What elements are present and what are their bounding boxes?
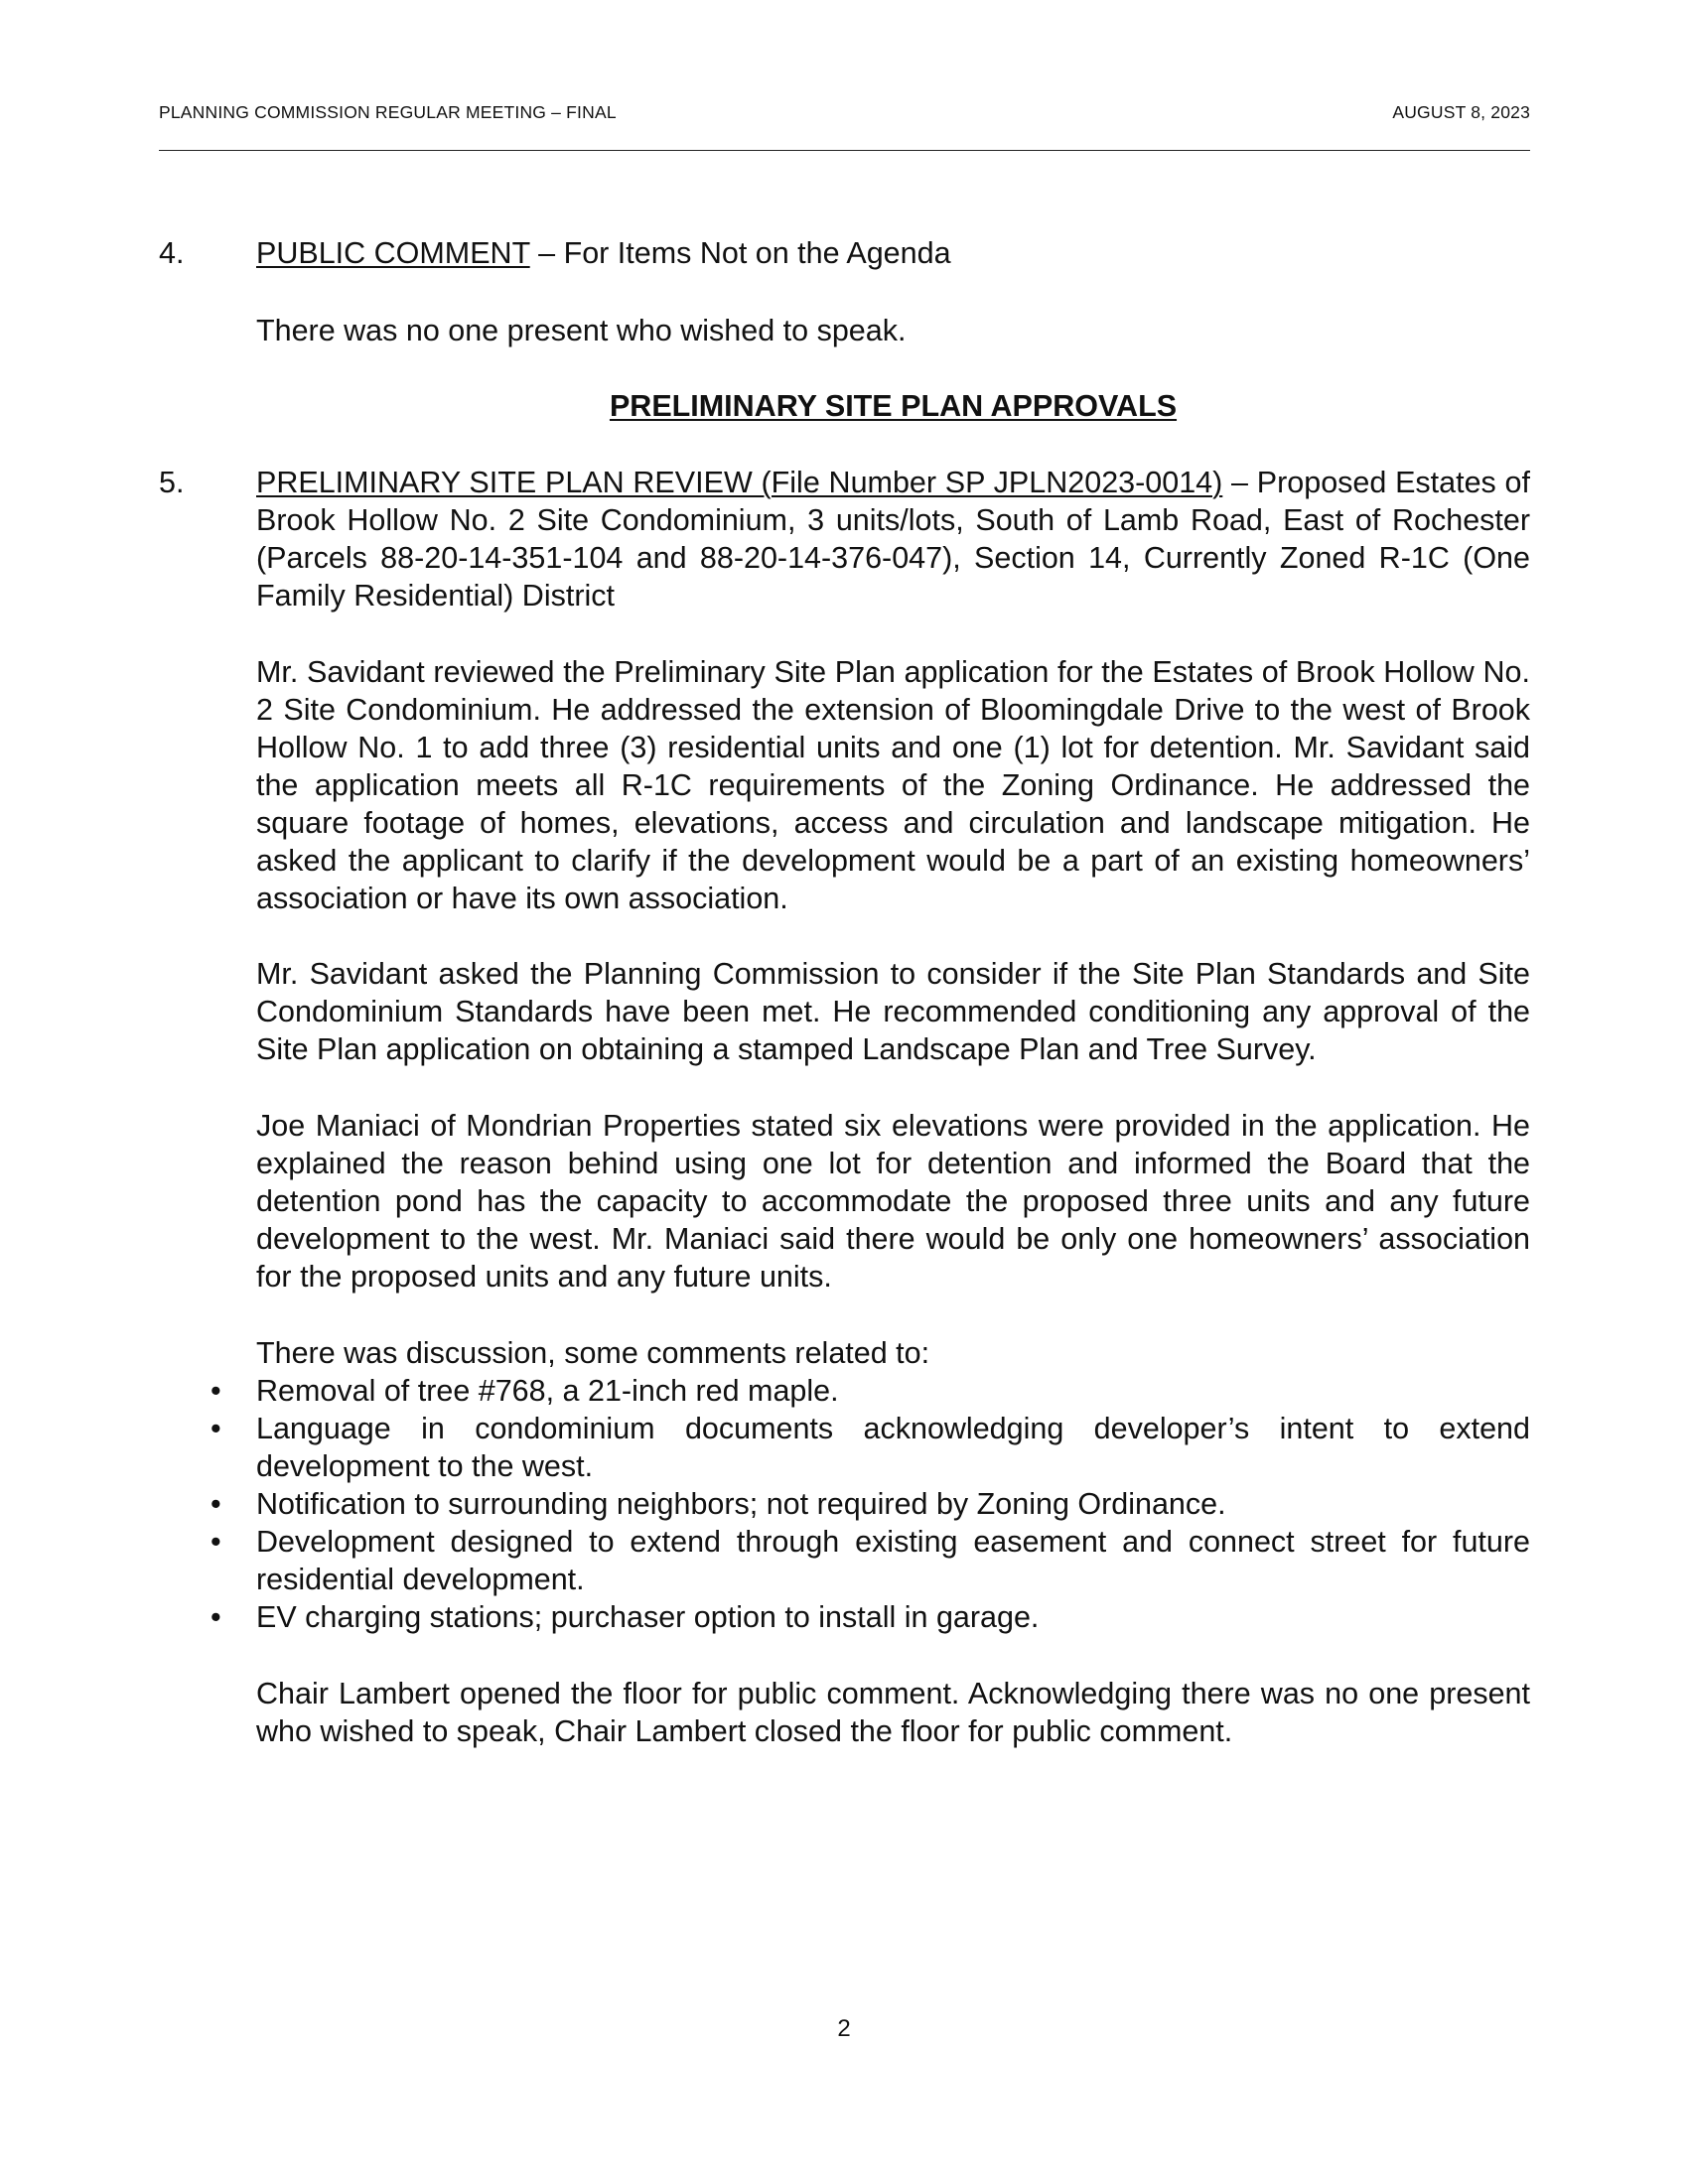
list-item <box>207 1523 1530 1598</box>
page-header <box>159 102 1530 123</box>
bullet-icon: • <box>211 1412 221 1445</box>
header-date: AUGUST 8, 2023 <box>1392 102 1530 122</box>
list-item-text: EV charging stations; purchaser option to install in garage. <box>256 1600 1040 1634</box>
list-item <box>207 1410 1530 1485</box>
item-4-heading <box>256 234 1530 272</box>
item-4-title-suffix: – For Items Not on the Agenda <box>529 236 951 270</box>
item-4-text: There was no one present who wished to speak. <box>256 314 907 347</box>
item-4-title: PUBLIC COMMENT <box>256 236 530 270</box>
item-5-number: 5. <box>159 466 185 499</box>
discussion-list <box>207 1372 1530 1636</box>
item-5-paragraph-4: Chair Lambert opened the floor for public comment. Acknowledging there was no one present who wished to speak, Chair Lambert closed the floor for public comment. <box>256 1677 1530 1748</box>
item-5-paragraph-1: Mr. Savidant reviewed the Preliminary Site Plan application for the Estates of Brook Hollow No. 2 Site Condominium. He addressed the extension of Bloomingdale Drive to the west of Brook Hollow No. 1 to add three (3) residential units and one (1) lot for detention. Mr. Savidant said the application meets all R-1C requirements of the Zoning Ordinance. He addressed the square footage of homes, elevations, access and circulation and landscape mitigation. He asked the applicant to clarify if the development would be a part of an existing homeowners’ association or have its own association. <box>256 655 1530 915</box>
bullet-icon: • <box>211 1525 221 1559</box>
list-item-text: Development designed to extend through existing easement and connect street for future residential development. <box>256 1525 1530 1596</box>
bullet-icon: • <box>211 1374 221 1408</box>
list-item <box>207 1598 1530 1636</box>
section-heading-text: PRELIMINARY SITE PLAN APPROVALS <box>609 389 1178 423</box>
section-heading <box>256 387 1530 425</box>
list-item <box>207 1485 1530 1523</box>
item-5-paragraph-2: Mr. Savidant asked the Planning Commission to consider if the Site Plan Standards and Site Condominium Standards have been met. He recommended conditioning any approval of the Site Plan application on obtaining a stamped Landscape Plan and Tree Survey. <box>256 957 1530 1066</box>
discussion-intro: There was discussion, some comments related to: <box>256 1336 930 1370</box>
page-number: 2 <box>837 2015 851 2042</box>
list-item <box>207 1372 1530 1410</box>
item-4-number: 4. <box>159 236 185 270</box>
item-5-paragraph-3: Joe Maniaci of Mondrian Properties stated six elevations were provided in the application. He explained the reason behind using one lot for detention and informed the Board that the detention pond has the capacity to accommodate the proposed three units and any future development to the west. Mr. Maniaci said there would be only one homeowners’ association for the proposed units and any future units. <box>256 1109 1530 1294</box>
item-5-title-suffix: – Proposed Estates of Brook Hollow No. 2 Site Condominium, 3 units/lots, South of Lamb Road, East of Rochester (Parcels 88-20-14-351-104 and 88-20-14-376-047), Section 14, Currently Zoned R-1C (One Family Residential) District <box>256 466 1530 613</box>
bullet-icon: • <box>211 1600 221 1634</box>
item-5-title: PRELIMINARY SITE PLAN REVIEW (File Number SP JPLN2023-0014) <box>256 466 1223 499</box>
bullet-icon: • <box>211 1487 221 1521</box>
list-item-text: Removal of tree #768, a 21-inch red maple. <box>256 1374 839 1408</box>
list-item-text: Language in condominium documents acknowledging developer’s intent to extend development to the west. <box>256 1412 1530 1483</box>
header-divider <box>159 150 1530 151</box>
discussion-block <box>211 1334 1530 1636</box>
item-5-heading <box>256 464 1530 614</box>
list-item-text: Notification to surrounding neighbors; not required by Zoning Ordinance. <box>256 1487 1226 1521</box>
header-meeting-title: PLANNING COMMISSION REGULAR MEETING – FINAL <box>159 102 617 122</box>
